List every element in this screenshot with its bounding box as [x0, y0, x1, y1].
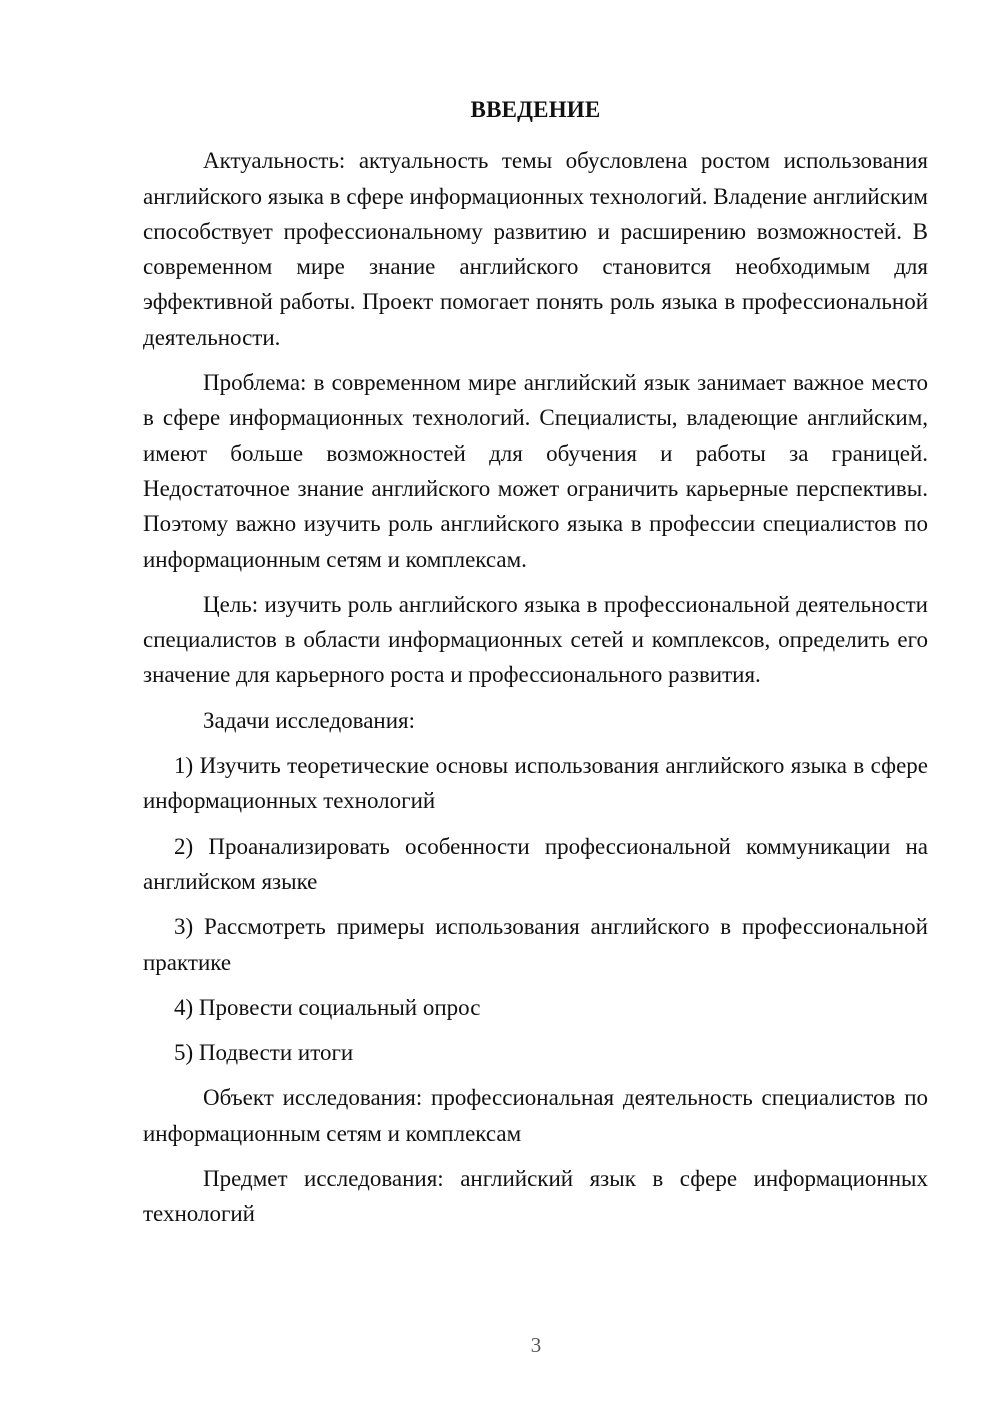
tasks-heading: Задачи исследования: [203, 707, 416, 733]
problem-paragraph: Проблема: в современном мире английский язык занимает важное место в сфере информационных технологий. Специалисты, владеющие английским, имеют больше возможностей для обучения и работы за границей. Недостаточное знание английского может ограничить карьерные перспективы. Поэтому важно изучить роль английского языка в профессии специалистов по информационным сетям и комплексам. [143, 370, 928, 572]
task-item-3: 3) Рассмотреть примеры использования английского в профессиональной практике [143, 914, 928, 975]
task-item-4: 4) Провести социальный опрос [174, 994, 481, 1020]
goal-paragraph: Цель: изучить роль английского языка в профессиональной деятельности специалистов в области информационных сетей и комплексов, определить его значение для карьерного роста и профессионального развития. [143, 591, 928, 688]
object-paragraph: Объект исследования: профессиональная деятельность специалистов по информационным сетям и комплексам [143, 1085, 928, 1146]
subject-paragraph: Предмет исследования: английский язык в сфере информационных технологий [143, 1166, 928, 1227]
section-title: ВВЕДЕНИЕ [470, 97, 601, 122]
task-item-5: 5) Подвести итоги [174, 1040, 354, 1066]
page-content [143, 92, 928, 1242]
task-item-2: 2) Проанализировать особенности профессиональной коммуникации на английском языке [143, 833, 928, 894]
relevance-paragraph: Актуальность: актуальность темы обусловлена ростом использования английского языка в сфере информационных технологий. Владение английским способствует профессиональному развитию и расширению возможностей. В современном мире знание английского становится необходимым для эффективной работы. Проект помогает понять роль языка в профессиональной деятельности. [143, 148, 928, 350]
task-item-1: 1) Изучить теоретические основы использования английского языка в сфере информационных технологий [143, 753, 928, 814]
page-number: 3 [530, 1333, 542, 1357]
